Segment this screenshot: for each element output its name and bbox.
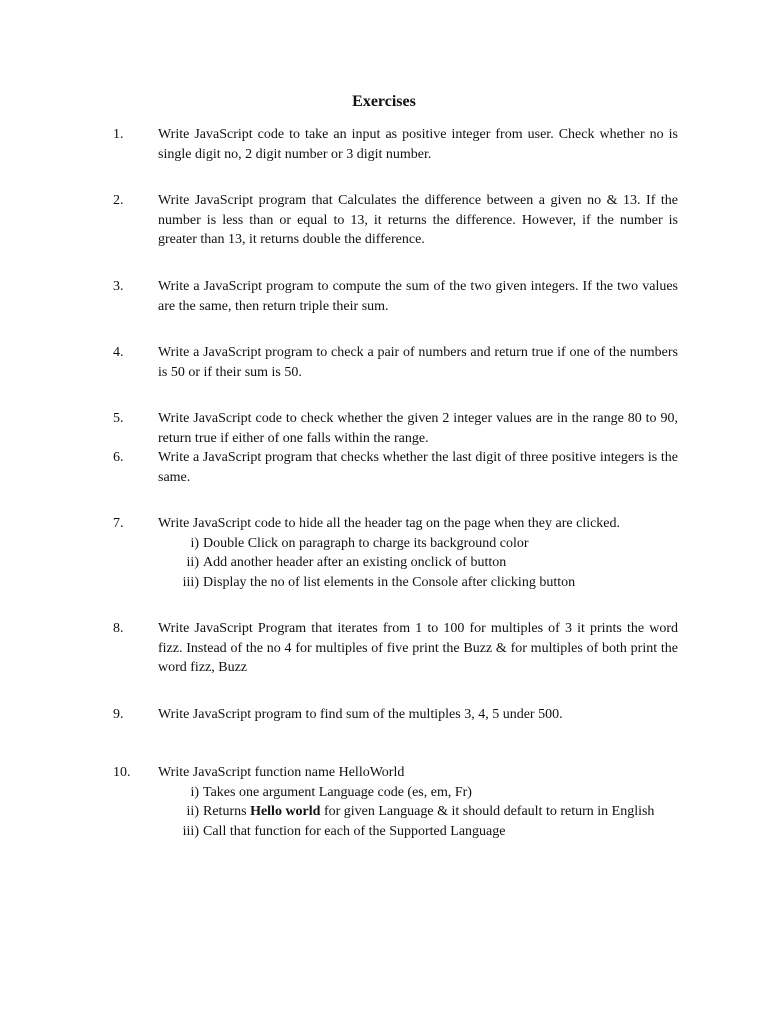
exercise-item	[113, 619, 678, 678]
sub-item	[180, 822, 678, 842]
item-text: Write JavaScript program to find sum of the multiples 3, 4, 5 under 500.	[158, 707, 563, 722]
sub-item	[180, 534, 678, 554]
exercise-item	[113, 191, 678, 250]
item-number: 3.	[113, 279, 124, 294]
sub-item-number: iii)	[182, 823, 199, 839]
bold-phrase: Hello world	[250, 804, 321, 819]
item-number: 2.	[113, 193, 124, 208]
sub-item-text: Double Click on paragraph to charge its background color	[203, 535, 529, 551]
sub-item-number: i)	[190, 784, 199, 800]
exercise-item	[113, 125, 678, 164]
item-number: 4.	[113, 345, 124, 360]
exercise-item	[113, 763, 678, 841]
sub-item-text: Takes one argument Language code (es, em, Fr)	[203, 784, 472, 800]
item-text: Write JavaScript program that Calculates the difference between a given no & 13. If the number is less than or equal to 13, it returns the difference. However, if the number is greater than 13, it returns double the difference.	[158, 193, 678, 247]
item-number: 8.	[113, 621, 124, 636]
item-number: 7.	[113, 516, 124, 531]
sub-item	[180, 783, 678, 803]
item-number: 1.	[113, 127, 124, 142]
exercise-item	[113, 705, 678, 725]
sub-item-number: ii)	[186, 555, 199, 570]
exercise-item	[113, 409, 678, 448]
sub-item-number: iii)	[182, 574, 199, 590]
item-text: Write JavaScript code to take an input as positive integer from user. Check whether no is single digit no, 2 digit number or 3 digit number.	[158, 127, 678, 162]
exercise-item	[113, 343, 678, 382]
item-text: Write a JavaScript program that checks whether the last digit of three positive integers is the same.	[158, 450, 678, 485]
sub-item-text: Call that function for each of the Supported Language	[203, 823, 506, 839]
sub-item-number: ii)	[186, 804, 199, 819]
exercise-item	[113, 277, 678, 316]
item-text: Write a JavaScript program to compute the sum of the two given integers. If the two values are the same, then return triple their sum.	[158, 279, 678, 314]
sub-item	[180, 553, 678, 573]
sub-item	[180, 802, 678, 822]
sub-item-text: Add another header after an existing onclick of button	[203, 555, 507, 570]
item-number: 10.	[113, 765, 131, 780]
item-number: 6.	[113, 450, 124, 465]
sub-item-text: Display the no of list elements in the Console after clicking button	[203, 574, 576, 590]
sub-item-text: Returns Hello world for given Language & it should default to return in English	[203, 804, 655, 819]
exercise-item	[113, 448, 678, 487]
page-title: Exercises	[352, 93, 416, 110]
sub-item	[180, 573, 678, 593]
item-text: Write JavaScript code to check whether the given 2 integer values are in the range 80 to 90, return true if either of one falls within the range.	[158, 411, 678, 446]
sub-item-number: i)	[190, 535, 199, 551]
item-text: Write JavaScript Program that iterates from 1 to 100 for multiples of 3 it prints the word fizz. Instead of the no 4 for multiples of five print the Buzz & for multiples of both print the word fizz, Buzz	[158, 621, 678, 675]
item-number: 5.	[113, 411, 124, 426]
item-text: Write a JavaScript program to check a pair of numbers and return true if one of the numbers is 50 or if their sum is 50.	[158, 345, 678, 380]
item-text: Write JavaScript code to hide all the header tag on the page when they are clicked.	[158, 516, 621, 531]
item-number: 9.	[113, 707, 124, 722]
exercise-item	[113, 514, 678, 592]
item-text: Write JavaScript function name HelloWorld	[158, 765, 405, 780]
